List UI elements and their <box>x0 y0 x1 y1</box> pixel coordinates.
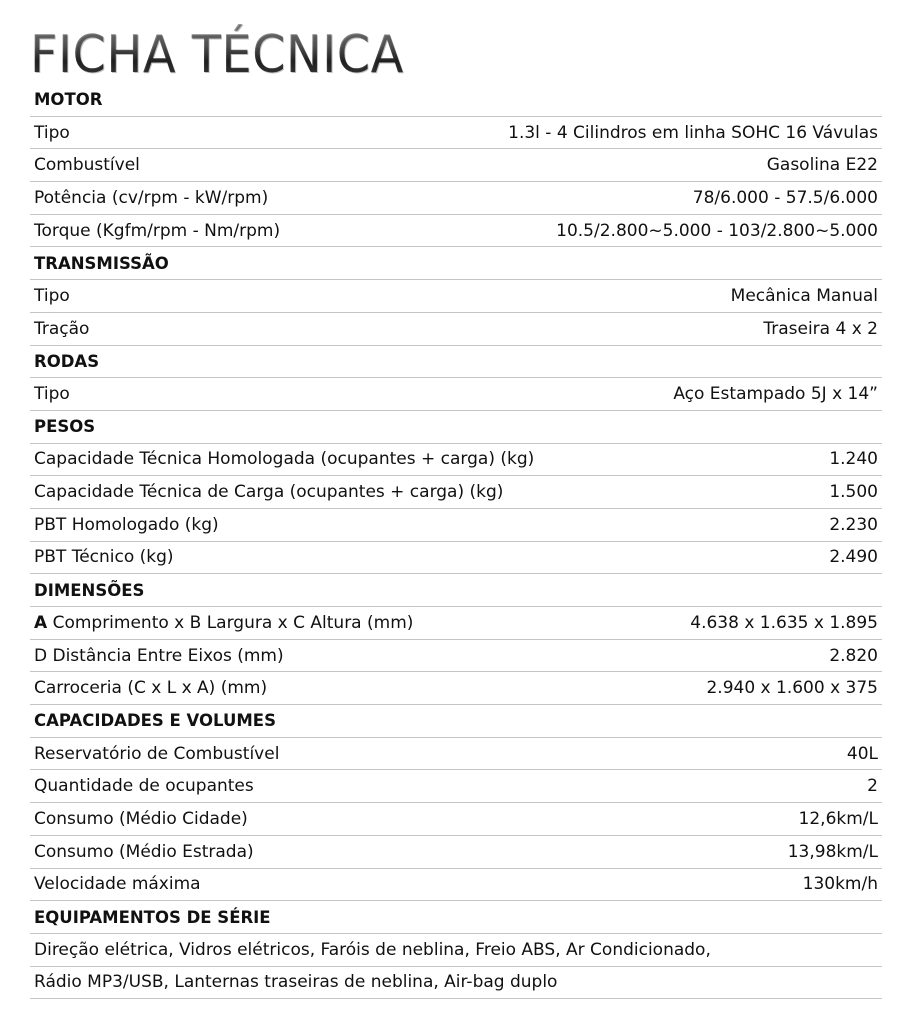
spec-value: 2.230 <box>829 514 878 535</box>
spec-row <box>30 607 882 640</box>
spec-value: 40L <box>846 743 878 764</box>
spec-row <box>30 476 882 509</box>
spec-value: 1.3l - 4 Cilindros em linha SOHC 16 Vávulas <box>508 122 878 143</box>
spec-label: Quantidade de ocupantes <box>34 776 254 797</box>
spec-value: 12,6km/L <box>798 808 878 829</box>
spec-row <box>30 803 882 836</box>
spec-value: Gasolina E22 <box>766 155 878 176</box>
spec-label: Tipo <box>34 285 70 306</box>
spec-value: 2.940 x 1.600 x 375 <box>706 678 878 699</box>
spec-row <box>30 967 882 1000</box>
spec-row <box>30 182 882 215</box>
section-heading <box>30 411 882 444</box>
spec-value: 10.5/2.800~5.000 - 103/2.800~5.000 <box>556 220 878 241</box>
spec-value: 78/6.000 - 57.5/6.000 <box>692 187 878 208</box>
section-heading <box>30 574 882 607</box>
spec-label: Consumo (Médio Estrada) <box>34 841 254 862</box>
spec-value: 4.638 x 1.635 x 1.895 <box>690 612 878 633</box>
spec-value: 1.500 <box>829 482 878 503</box>
section-heading-label: RODAS <box>34 351 100 371</box>
spec-label: Direção elétrica, Vidros elétricos, Faróis de neblina, Freio ABS, Ar Condicionado, <box>34 939 711 960</box>
section-heading-label: MOTOR <box>34 90 103 110</box>
spec-row <box>30 117 882 150</box>
spec-row <box>30 770 882 803</box>
spec-label: Reservatório de Combustível <box>34 743 280 764</box>
spec-value: 2 <box>867 776 878 797</box>
spec-value: 1.240 <box>829 449 878 470</box>
section-heading-label: TRANSMISSÃO <box>34 253 169 273</box>
spec-label: Carroceria (C x L x A) (mm) <box>34 678 268 699</box>
section-heading <box>30 705 882 738</box>
spec-label: Tipo <box>34 122 70 143</box>
section-heading <box>30 247 882 280</box>
section-heading <box>30 901 882 934</box>
spec-label: Consumo (Médio Cidade) <box>34 808 248 829</box>
spec-row <box>30 934 882 967</box>
spec-row <box>30 640 882 673</box>
page-title: FICHA TÉCNICA <box>30 25 404 85</box>
spec-label: Rádio MP3/USB, Lanternas traseiras de neblina, Air-bag duplo <box>34 972 558 993</box>
spec-label: Capacidade Técnica Homologada (ocupantes + carga) (kg) <box>34 449 535 470</box>
spec-label: PBT Homologado (kg) <box>34 514 219 535</box>
section-heading-label: CAPACIDADES E VOLUMES <box>34 711 276 731</box>
spec-value: Aço Estampado 5J x 14” <box>673 384 878 405</box>
section-heading-label: EQUIPAMENTOS DE SÉRIE <box>34 907 271 927</box>
section-heading <box>30 346 882 379</box>
spec-label-prefix: A <box>34 612 48 633</box>
spec-sheet <box>30 84 882 999</box>
spec-row <box>30 444 882 477</box>
spec-label: Capacidade Técnica de Carga (ocupantes + carga) (kg) <box>34 482 504 503</box>
spec-row <box>30 509 882 542</box>
spec-label-text: Comprimento x B Largura x C Altura (mm) <box>47 612 414 633</box>
spec-row <box>30 542 882 575</box>
section-heading-label: PESOS <box>34 417 96 437</box>
spec-row <box>30 215 882 248</box>
spec-label: Tipo <box>34 384 70 405</box>
spec-value: 13,98km/L <box>787 841 878 862</box>
spec-label: Torque (Kgfm/rpm - Nm/rpm) <box>34 220 281 241</box>
spec-label: D Distância Entre Eixos (mm) <box>34 645 284 666</box>
spec-row <box>30 280 882 313</box>
spec-label: Potência (cv/rpm - kW/rpm) <box>34 187 269 208</box>
spec-value: 130km/h <box>802 874 878 895</box>
spec-label: Velocidade máxima <box>34 874 201 895</box>
spec-row <box>30 836 882 869</box>
spec-label: Tração <box>34 318 90 339</box>
spec-row <box>30 738 882 771</box>
spec-row <box>30 672 882 705</box>
spec-value: 2.490 <box>829 547 878 568</box>
spec-label: PBT Técnico (kg) <box>34 547 174 568</box>
spec-value: 2.820 <box>829 645 878 666</box>
spec-label: Combustível <box>34 155 140 176</box>
spec-row <box>30 378 882 411</box>
spec-value: Traseira 4 x 2 <box>763 318 878 339</box>
section-heading-label: DIMENSÕES <box>34 580 145 600</box>
spec-row <box>30 313 882 346</box>
spec-row <box>30 869 882 902</box>
section-heading <box>30 84 882 117</box>
spec-row <box>30 149 882 182</box>
spec-value: Mecânica Manual <box>730 285 878 306</box>
spec-label <box>34 613 413 633</box>
